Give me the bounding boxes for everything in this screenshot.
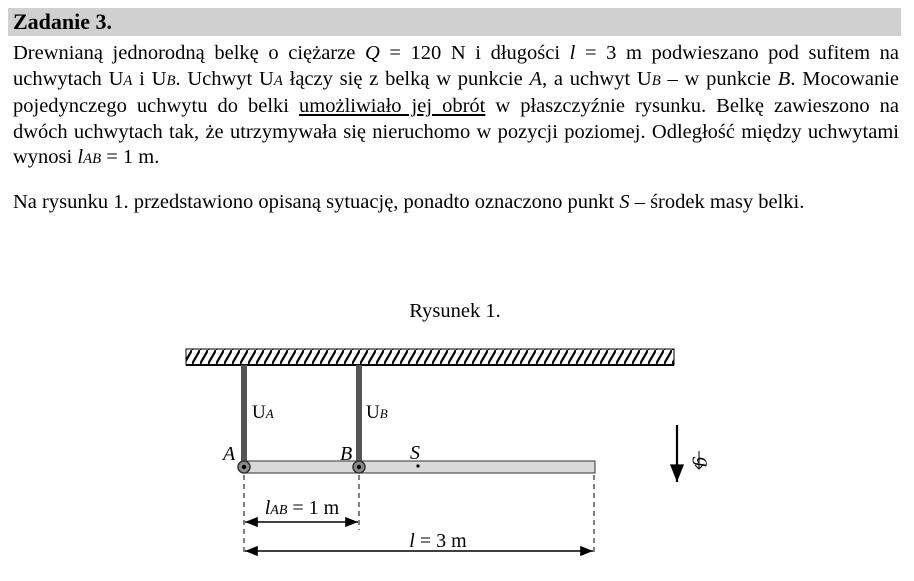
symbol-point-a: A [529, 67, 543, 90]
pivot-a-center [242, 465, 246, 469]
hanger-ua [241, 365, 247, 466]
label-g: g [692, 457, 714, 467]
subscript-b: B [651, 72, 661, 89]
text-segment: = 3 m podwieszano pod sufitem na uchwytach U [13, 42, 899, 90]
symbol-point-b: B [777, 67, 791, 90]
text-segment: – w punkcie [660, 67, 778, 90]
dim-label-ab: lAB = 1 m [264, 497, 340, 519]
subscript-b: B [166, 72, 176, 89]
subscript-a: A [273, 72, 283, 89]
label-point-b: B [340, 443, 353, 465]
label-ua: UA [252, 402, 274, 423]
symbol-l-ab: l [77, 146, 84, 168]
text-segment: , a uchwyt U [542, 67, 652, 90]
task-title: Zadanie 3. [13, 9, 113, 34]
text-segment: . Mocowanie pojedynczego uchwytu do belki [13, 67, 899, 117]
text-segment: Na rysunku 1. przedstawiono opisaną sytuację, ponadto oznaczono punkt [13, 191, 620, 213]
symbol-q: Q [364, 42, 380, 64]
subscript-ab: AB [83, 151, 102, 167]
text-segment: w płaszczyźnie rysunku. Belkę zawieszono na dwóch uchwytach tak, że utrzymywała się nieruchomo w pozycji poziomej. Odległość między uchwytami wynosi [13, 95, 899, 168]
text-segment: . Uchwyt U [175, 67, 274, 90]
pivot-b-center [357, 465, 361, 469]
underlined-phrase: umożliwiało jej obrót [299, 95, 486, 117]
text-segment: = 1 m. [101, 146, 160, 168]
text-segment: łączy się z belką w punkcie [282, 67, 530, 90]
center-of-mass-dot [416, 464, 419, 467]
label-point-a: A [223, 443, 236, 465]
figure-caption: Rysunek 1. [409, 300, 501, 322]
symbol-l: l [569, 42, 576, 64]
text-segment: = 120 N i długości [379, 42, 570, 64]
dim-label-l: l = 3 m [409, 530, 467, 552]
text-segment: Drewnianą jednorodną belkę o ciężarze [13, 42, 365, 64]
ceiling [186, 349, 674, 365]
label-ub: UB [366, 402, 388, 423]
text-segment: – środek masy belki. [629, 191, 805, 213]
hanger-ub [356, 365, 362, 466]
text-segment: i U [132, 67, 167, 90]
symbol-s: S [619, 191, 630, 213]
subscript-a: A [123, 72, 133, 89]
label-point-s: S [410, 442, 420, 464]
